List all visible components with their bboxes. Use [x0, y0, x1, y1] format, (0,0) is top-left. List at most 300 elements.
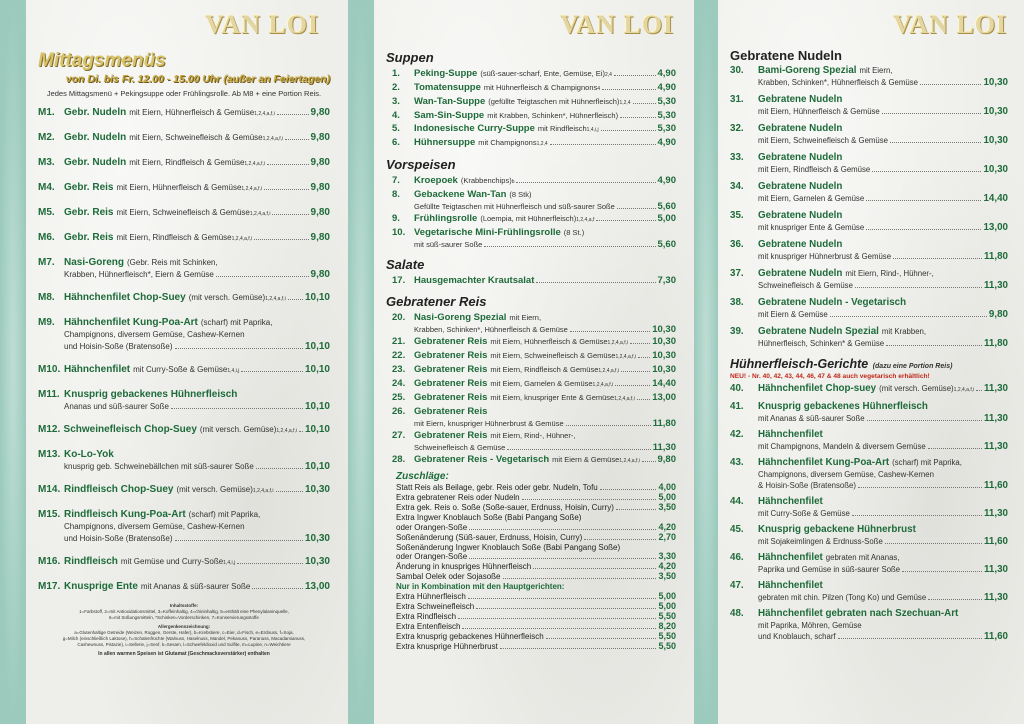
leader-dots [637, 399, 650, 400]
item-description: mit Rindfleisch [537, 124, 587, 133]
item-name: Gebratener Reis - Vegetarisch [414, 454, 550, 465]
menu-item [730, 94, 1008, 117]
menu-item-line [38, 341, 330, 353]
extra-text: Extra knusprig gebackenes Hühnerfleisch [396, 631, 544, 641]
extra-item [396, 503, 676, 513]
item-description: Champignons, diversem Gemüse, Cashew-Kernen [64, 522, 245, 531]
leader-dots [615, 385, 650, 386]
leader-dots [602, 89, 655, 90]
item-name: Knusprige Ente [64, 581, 138, 592]
item-description: Krabben, Schinken*, Hühnerfleisch & Gemüse [758, 78, 918, 87]
leader-dots [458, 618, 656, 619]
extra-text: Extra Ingwer Knoblauch Soße (Babi Pangang Soße) [396, 513, 582, 522]
extra-text: Änderung in knuspriges Hühnerfleisch [396, 562, 532, 572]
main-menu-column [386, 50, 676, 652]
extra-price: 4,20 [658, 521, 676, 532]
menu-item [392, 68, 676, 81]
leader-dots [633, 103, 656, 104]
menu-item-line [38, 555, 330, 570]
item-name: Gebratene Nudeln [758, 152, 843, 163]
leader-dots [175, 348, 303, 349]
menu-item-line [730, 94, 1008, 106]
menu-item-line [392, 418, 676, 429]
extra-text: oder Orangen-Soße [396, 522, 468, 532]
item-name: Knusprig gebackenes Hühnerfleisch [64, 389, 238, 400]
menu-item-line [730, 123, 1008, 135]
item-price: 4,90 [657, 68, 676, 79]
item-description: Gefüllte Teigtaschen mit Hühnerfleisch und süß-saurer Soße [414, 202, 615, 211]
item-number: 30. [730, 65, 744, 76]
leader-dots [642, 461, 656, 462]
item-number: 22. [392, 350, 406, 361]
footnote-title: Inhaltsstoffe: [169, 603, 199, 608]
extras-list [396, 483, 676, 652]
menu-item-line [392, 364, 676, 377]
item-description: gebraten mit chin. Pilzen (Tong Ko) und Gemüse [758, 593, 927, 602]
menu-item-line [392, 324, 676, 335]
menu-item-line [38, 316, 330, 329]
item-number: 41. [730, 401, 744, 412]
menu-item-line [392, 454, 676, 467]
item-name: Gebratene Nudeln [758, 239, 843, 250]
item-price: 11,30 [984, 280, 1008, 291]
leader-dots [855, 287, 982, 288]
item-description: mit Champignons [478, 138, 537, 147]
leader-dots [264, 189, 309, 190]
leader-dots [600, 489, 657, 490]
leader-dots [503, 578, 657, 579]
menu-item [38, 580, 330, 593]
item-price: 10,10 [304, 461, 330, 472]
footnote-line: 6=mit Süßungsmitteln, *Schinken=Vorderschinken, 7=Konservierungsstoffe [109, 615, 259, 620]
item-name: Gebratener Reis [414, 350, 488, 361]
menu-item [38, 423, 330, 438]
leader-dots [469, 558, 656, 559]
menu-item [730, 524, 1008, 547]
allergen-codes: 1,2,4,a,f,i [249, 211, 271, 217]
leader-dots [976, 390, 982, 391]
item-name: Frühlingsrolle [414, 213, 478, 224]
menu-item [38, 131, 330, 146]
item-price: 5,30 [657, 110, 676, 121]
menu-item-line [38, 533, 330, 545]
item-name: Hähnchenfilet Chop-Suey [64, 292, 186, 303]
leader-dots [237, 563, 303, 564]
item-price: 11,60 [984, 536, 1008, 547]
leader-dots [276, 491, 303, 492]
item-name: Gebratener Reis [414, 336, 488, 347]
extra-item [396, 533, 676, 543]
menu-item-line [730, 592, 1008, 603]
leader-dots [566, 425, 651, 426]
item-price: 9,80 [310, 107, 330, 118]
section-title-noodles: Gebratene Nudeln [730, 48, 842, 63]
item-name: Gebratene Nudeln [758, 123, 843, 134]
item-number: 4. [392, 110, 400, 121]
item-price: 10,30 [304, 556, 330, 567]
item-description: mit Eiern, Hühnerfleisch & Gemüse [490, 337, 608, 346]
leader-dots [882, 113, 982, 114]
item-price: 11,80 [984, 338, 1008, 349]
menu-item-line [730, 429, 1008, 441]
item-name: Gebr. Nudeln [64, 132, 127, 143]
item-description: mit Eiern, Garnelen & Gemüse [758, 194, 865, 203]
menu-item [730, 608, 1008, 642]
item-description: (mit versch. Gemüse) [188, 293, 266, 302]
leader-dots [630, 343, 650, 344]
noodle-items [730, 65, 1008, 349]
menu-item-line [38, 423, 330, 438]
item-number: 33. [730, 152, 744, 163]
item-price: 10,30 [983, 77, 1008, 88]
item-name: Rindfleisch Chop-Suey [64, 484, 174, 495]
item-price: 10,10 [304, 401, 330, 412]
extra-text: Extra Rindfleisch [396, 611, 457, 621]
item-price: 13,00 [652, 392, 676, 403]
item-price: 11,60 [984, 480, 1008, 491]
menu-item-line [730, 469, 1008, 480]
item-price: 11,30 [984, 383, 1008, 394]
item-price: 10,30 [983, 164, 1008, 175]
menu-item-line [38, 291, 330, 306]
menu-item [392, 189, 676, 212]
item-description: mit Eiern, Hühnerfleisch & Gemüse [758, 107, 880, 116]
item-name: Rindfleisch [64, 556, 118, 567]
menu-item-line [38, 508, 330, 521]
menu-item [730, 580, 1008, 603]
menu-item [38, 555, 330, 570]
item-description: mit Eiern & Gemüse [758, 310, 828, 319]
item-price: 9,80 [310, 132, 330, 143]
item-price: 5,30 [657, 96, 676, 107]
item-description: mit Eiern, Garnelen & Gemüse [490, 379, 593, 388]
leader-dots [596, 220, 655, 221]
allergen-codes: 1,2,4,a,f,i [252, 488, 274, 494]
leader-dots [267, 164, 309, 165]
menu-item [392, 350, 676, 363]
menu-item-line [730, 251, 1008, 262]
item-number: 28. [392, 454, 406, 465]
item-number: M8. [38, 292, 55, 303]
allergen-codes: 1,2,4 [619, 100, 631, 106]
menu-item-line [730, 135, 1008, 146]
item-number: 32. [730, 123, 744, 134]
item-description: Schweinefleisch & Gemüse [414, 443, 506, 452]
item-description: Hühnerfleisch, Schinken* & Gemüse [758, 339, 885, 348]
item-description: mit Eiern, Schweinefleisch & Gemüse [758, 136, 889, 145]
item-name: Gebratener Reis [414, 406, 488, 417]
item-name: Hühnersuppe [414, 137, 476, 148]
extra-price: 4,00 [658, 482, 676, 492]
item-name: Knusprig gebackenes Hühnerfleisch [758, 401, 928, 412]
menu-item [392, 430, 676, 453]
section-title: Suppen [386, 50, 434, 65]
leader-dots [616, 509, 657, 510]
item-name: Schweinefleisch Chop-Suey [63, 424, 197, 435]
item-name: Kroepoek [414, 175, 458, 186]
menu-item-line [38, 231, 330, 246]
item-price: 11,30 [984, 441, 1008, 452]
item-name: Hähnchenfilet [758, 552, 823, 563]
item-price: 5,60 [657, 201, 676, 212]
menu-item [392, 110, 676, 122]
item-number: 45. [730, 524, 744, 535]
item-number: 44. [730, 496, 744, 507]
item-number: 47. [730, 580, 744, 591]
menu-item-line [392, 96, 676, 109]
item-price: 9,80 [310, 157, 330, 168]
item-description: (mit versch. Gemüse) [176, 485, 253, 494]
section-items [392, 275, 676, 287]
item-price: 5,00 [657, 213, 676, 224]
item-description: (Krabbenchips) [460, 176, 512, 185]
item-name: Vegetarische Mini-Frühlingsrolle [414, 227, 561, 238]
allergen-codes: 1,2,4,a,f,i [953, 387, 975, 393]
menu-item-line [392, 189, 676, 201]
menu-item [392, 82, 676, 95]
lunch-intro: Jedes Mittagsmenü + Pekingsuppe oder Frühlingsrolle. Ab M8 + eine Portion Reis. [46, 89, 322, 98]
menu-item-line [392, 123, 676, 136]
item-number: M6. [38, 232, 55, 243]
item-description: Champignons, diversem Gemüse, Cashew-Kernen [64, 330, 245, 339]
item-name: Hähnchenfilet Chop-suey [758, 383, 877, 394]
menu-item-line [730, 222, 1008, 233]
menu-item-line [38, 256, 330, 269]
allergen-codes: 1,2,4,a,f,i [244, 161, 265, 167]
item-number: M12. [38, 424, 61, 435]
leader-dots [533, 568, 656, 569]
menu-item-line [730, 280, 1008, 291]
item-name: Gebratene Nudeln - Vegetarisch [758, 297, 907, 308]
item-price: 9,80 [310, 232, 330, 243]
item-price: 11,60 [984, 631, 1008, 642]
item-number: M11. [38, 389, 60, 400]
menu-item [730, 268, 1008, 291]
item-name: Hähnchenfilet Kung-Poa-Art [64, 317, 198, 328]
item-number: 34. [730, 181, 744, 192]
menu-item-line [392, 201, 676, 212]
section-note: (dazu eine Portion Reis) [872, 363, 953, 370]
menu-item [730, 457, 1008, 491]
item-price: 10,30 [652, 324, 676, 335]
item-name: Gebr. Reis [64, 207, 114, 218]
leader-dots [867, 420, 982, 421]
leader-dots [516, 182, 655, 183]
middle-strip-1 [348, 0, 374, 724]
leader-dots [285, 139, 308, 140]
leader-dots [614, 75, 656, 76]
menu-item-line [392, 68, 676, 81]
item-description: (mit versch. Gemüse) [879, 384, 954, 393]
item-description: Paprika und Gemüse in süß-saurer Soße [758, 565, 901, 574]
extra-text: Soßenänderung Ingwer Knoblauch Soße (Babi Pangang Soße) [396, 542, 621, 552]
menu-item [38, 388, 330, 413]
item-description: mit Champignons, Mandeln & diversem Gemüse [758, 442, 926, 451]
item-description: (Loempia, mit Hühnerfleisch) [480, 214, 577, 223]
extra-text: Extra knusprige Hühnerbrust [396, 641, 498, 651]
extra-item [396, 572, 676, 582]
menu-item-line [38, 269, 330, 281]
menu-item-line [392, 227, 676, 239]
leader-dots [570, 331, 650, 332]
extra-text: Statt Reis als Beilage, gebr. Reis oder gebr. Nudeln, Tofu [396, 483, 598, 492]
menu-item-line [38, 401, 330, 413]
menu-item [730, 297, 1008, 320]
menu-item-line [392, 110, 676, 122]
item-name: Gebratene Nudeln [758, 94, 843, 105]
item-description: knusprig geb. Schweinebällchen mit süß-saurer Soße [64, 462, 254, 471]
item-name: Tomatensuppe [414, 82, 481, 93]
item-price: 9,80 [310, 207, 330, 218]
extra-price: 8,20 [658, 620, 676, 631]
menu-item-line [392, 392, 676, 405]
item-number: M9. [38, 317, 55, 328]
item-price: 11,30 [984, 413, 1008, 424]
extra-text: Sambal Oelek oder Sojasoße [396, 572, 501, 582]
menu-item [392, 175, 676, 188]
extra-text: Extra Entenfleisch [396, 621, 461, 631]
menu-item [392, 454, 676, 467]
vegetarian-note: NEU! - Nr. 40, 42, 43, 44, 46, 47 & 48 auch vegetarisch erhältlich! [730, 373, 930, 380]
menu-item [38, 181, 330, 196]
item-price: 9,80 [310, 269, 330, 280]
item-description: mit Eiern, Rind-, Hühner-, [490, 431, 576, 440]
item-number: 43. [730, 457, 744, 468]
item-price: 9,80 [657, 454, 676, 465]
section-items [392, 312, 676, 467]
menu-item-line [392, 336, 676, 349]
item-number: 8. [392, 189, 400, 200]
leader-dots [852, 515, 982, 516]
item-description: mit süß-saurer Soße [414, 240, 483, 249]
allergen-codes: 1,2,4 [536, 141, 548, 147]
menu-item-line [730, 508, 1008, 519]
item-name: Peking-Suppe [414, 68, 478, 79]
leader-dots [256, 468, 303, 469]
item-number: 42. [730, 429, 744, 440]
extra-price: 3,30 [658, 551, 676, 562]
leader-dots [872, 171, 981, 172]
item-number: 26. [392, 406, 406, 417]
menu-item-line [730, 620, 1008, 631]
menu-item-line [730, 181, 1008, 193]
menu-item-line [730, 210, 1008, 222]
item-number: 17. [392, 275, 406, 286]
leader-dots [866, 229, 981, 230]
item-name: Gebr. Reis [64, 182, 114, 193]
leader-dots [866, 200, 981, 201]
menu-item-line [730, 268, 1008, 280]
item-number: 48. [730, 608, 744, 619]
menu-item [392, 406, 676, 429]
menu-item [38, 316, 330, 353]
item-description: mit Curry-Soße & Gemüse [133, 365, 228, 374]
menu-item [392, 227, 676, 250]
item-name: Hausgemachter Krautsalat [414, 275, 535, 286]
allergen-codes: 1,2,4,a,f,i [262, 136, 284, 142]
menu-item [38, 483, 330, 498]
leader-dots [638, 357, 650, 358]
item-number: 21. [392, 336, 406, 347]
item-description: gebraten mit Ananas, [825, 553, 900, 562]
item-name: Ko-Lo-Yok [64, 449, 114, 460]
item-number: 2. [392, 82, 400, 93]
section-title: Vorspeisen [386, 157, 456, 172]
leader-dots [920, 84, 982, 85]
leader-dots [601, 130, 656, 131]
menu-item-line [730, 413, 1008, 424]
sections-list [386, 50, 676, 467]
item-description: mit Krabben, [881, 327, 927, 336]
allergen-codes: 2,4 [604, 72, 612, 78]
menu-item-line [38, 106, 330, 121]
middle-strip-2 [694, 0, 718, 724]
leader-dots [536, 282, 655, 283]
extra-price: 5,00 [658, 590, 676, 601]
item-number: 27. [392, 430, 406, 441]
menu-item [730, 496, 1008, 519]
section-title: Salate [386, 257, 425, 272]
leader-dots [522, 499, 657, 500]
extra-text: Extra gek. Reis o. Soße (Soße-sauer, Erdnuss, Hoisin, Curry) [396, 503, 614, 512]
menu-item-line [730, 457, 1008, 469]
menu-item-line [730, 564, 1008, 575]
leader-dots [175, 540, 303, 541]
item-price: 9,80 [988, 309, 1008, 320]
item-name: Gebratene Nudeln [758, 181, 843, 192]
extra-text: Extra Schweinefleisch [396, 601, 475, 611]
menu-item-line [730, 401, 1008, 413]
leader-dots [893, 258, 982, 259]
lunch-subtitle: von Di. bis Fr. 12.00 - 15.00 Uhr (außer an Feiertagen) [65, 73, 330, 85]
menu-item-line [392, 137, 676, 150]
item-description: (scharf) mit Paprika, [188, 510, 261, 519]
extra-text: Nur in Kombination mit den Hauptgerichten: [396, 582, 565, 592]
menu-item [730, 210, 1008, 233]
item-number: 38. [730, 297, 744, 308]
item-description: mit Eiern, knuspriger Hühnerbrust & Gemüse [414, 419, 564, 428]
leader-dots [507, 449, 650, 450]
item-number: 37. [730, 268, 744, 279]
menu-item [38, 448, 330, 473]
extra-item [396, 523, 676, 533]
extra-item [396, 483, 676, 493]
allergen-codes: 1,2,4,a,f,i [231, 236, 253, 242]
leader-dots [838, 638, 982, 639]
extra-price: 5,50 [658, 630, 676, 641]
menu-item [38, 206, 330, 221]
menu-item-line [730, 77, 1008, 88]
menu-item-line [392, 82, 676, 95]
item-description: mit knuspriger Hühnerbrust & Gemüse [758, 252, 892, 261]
item-price: 14,40 [983, 193, 1008, 204]
brand-logo: VAN LOI [893, 10, 1008, 39]
item-description: mit Eiern, [859, 66, 893, 75]
leader-dots [620, 117, 655, 118]
item-number: 25. [392, 392, 406, 403]
item-description: mit Ananas & süß-saurer Soße [758, 414, 865, 423]
item-description: mit Eiern & Gemüse [552, 455, 620, 464]
allergen-codes: 1,2,4,a,f,i [592, 382, 614, 388]
item-description: mit Ananas & süß-saurer Soße [140, 582, 251, 591]
left-strip [0, 0, 26, 724]
menu-item-line [730, 580, 1008, 592]
menu-item [392, 96, 676, 109]
item-price: 10,30 [304, 533, 330, 544]
leader-dots [928, 448, 982, 449]
item-name: Gebr. Nudeln [64, 157, 127, 168]
menu-item-line [38, 461, 330, 473]
